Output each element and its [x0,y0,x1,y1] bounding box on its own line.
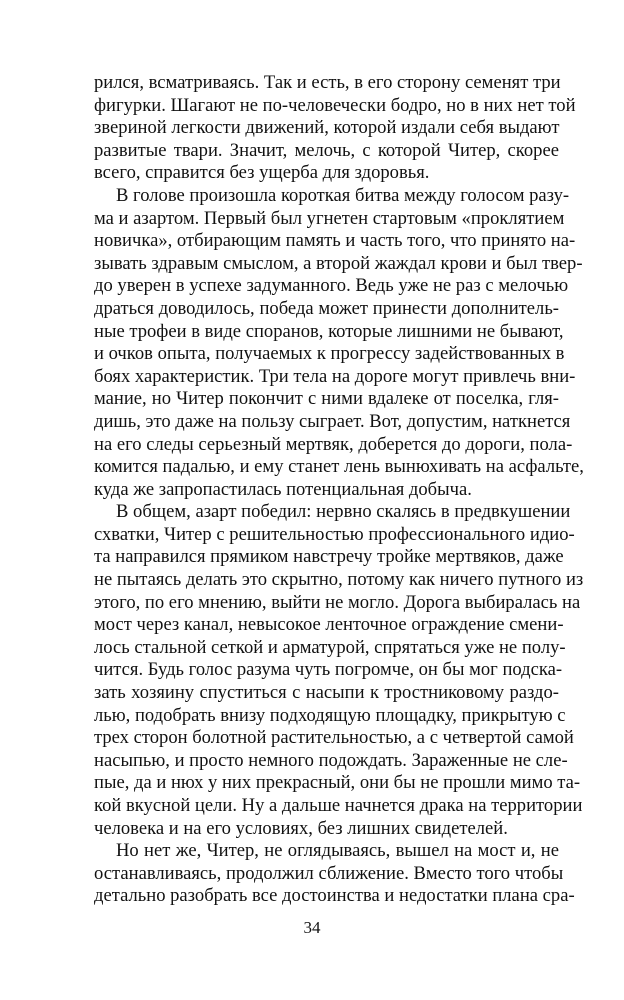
text-line: останавливаясь, продолжил сближение. Вместо того чтобы [94,862,564,884]
text-line: рился, всматриваясь. Так и есть, в его сторону семенят три [94,72,561,93]
text-line: этого, по его мнению, выйти не могло. Дорога выбиралась на [94,591,581,613]
text-line: боях характеристик. Три тела на дороге могут привлечь вни- [94,365,576,387]
text-line: ные трофеи в виде споранов, которые лишними не бывают, [94,320,564,342]
text-line: фигурки. Шагают не по-человечески бодро, но в них нет той [94,94,576,116]
text-line: В голове произошла короткая битва между голосом разу- [116,184,570,206]
text-line: дишь, это даже на пользу сыграет. Вот, допустим, наткнется [94,410,571,432]
text-line: схватки, Читер с решительностью профессионального идио- [94,523,575,545]
text-line: трех сторон болотной растительностью, а с четвертой самой [94,727,574,749]
text-line: не пытаясь делать это скрытно, потому как ничего путного из [94,569,584,591]
text-line: детально разобрать все достоинства и недостатки плана сра- [94,885,575,907]
text-line: зывать здравым смыслом, а второй жаждал крови и был твер- [94,252,583,274]
text-line: комится падалью, и ему станет лень вынюхивать на асфальте, [94,456,584,478]
text-line: лось стальной сеткой и арматурой, спрятаться уже не полу- [94,636,566,658]
text-line: та направился прямиком навстречу тройке мертвяков, даже [94,546,564,568]
text-line: до уверен в успехе задуманного. Ведь уже не раз с мелочью [94,275,569,297]
page-number: 34 [303,918,321,937]
text-line: и очков опыта, получаемых к прогрессу задействованных в [94,343,565,365]
text-line: зать хозяину спуститься с насыпи к тростниковому раздо- [94,682,559,704]
text-line: чится. Будь голос разума чуть погромче, он бы мог подска- [94,659,563,681]
text-line: пые, да и нюх у них прекрасный, они бы не прошли мимо та- [94,772,581,794]
text-line: ма и азартом. Первый был угнетен стартовым «проклятием [94,207,565,229]
text-line: на его следы серьезный мертвяк, доберется до дороги, пола- [94,433,573,455]
text-line: лью, подобрать внизу подходящую площадку, прикрытую с [94,704,566,726]
text-line: мост через канал, невысокое ленточное ограждение смени- [94,614,564,636]
text-line: звериной легкости движений, которой издали себя выдают [94,117,560,139]
text-line: развитые твари. Значит, мелочь, с которой Читер, скорее [94,139,559,161]
text-line: куда же запропастилась потенциальная добыча. [94,478,472,500]
text-line: насыпью, и просто немного подождать. Зараженные не сле- [94,749,568,771]
text-line: В общем, азарт победил: нервно скалясь в предвкушении [116,501,571,523]
text-line: всего, справится без ущерба для здоровья. [94,162,430,184]
text-line: новичка», отбирающим память и часть того, что принято на- [94,230,576,252]
text-line: Но нет же, Читер, не оглядываясь, вышел на мост и, не [116,840,559,862]
text-line: драться доводилось, победа может принести дополнитель- [94,297,559,319]
text-line: мание, но Читер покончит с ними вдалеке от поселка, гля- [94,388,559,410]
body-text [94,72,584,908]
text-line: человека и на его условиях, без лишних свидетелей. [94,817,508,839]
text-line: кой вкусной цели. Ну а дальше начнется драка на территории [94,795,583,816]
